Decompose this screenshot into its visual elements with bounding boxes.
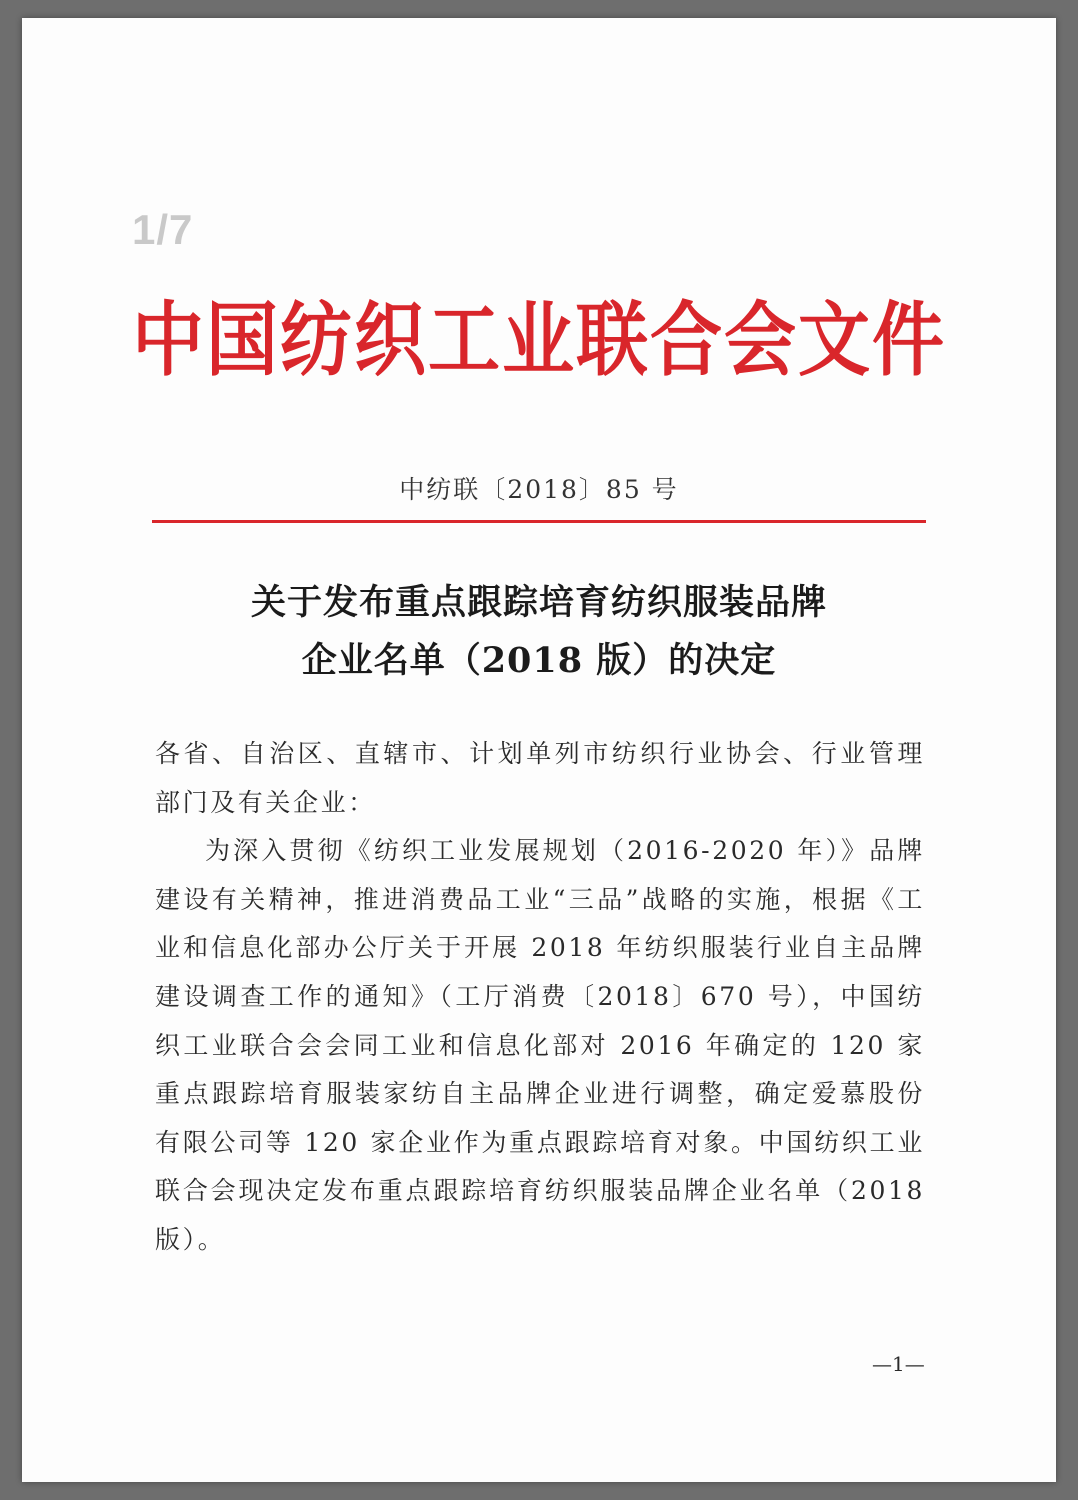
page-indicator: 1/7 bbox=[132, 206, 194, 253]
body-paragraph: 为深入贯彻《纺织工业发展规划（2016-2020 年）》品牌建设有关精神，推进消费品工业“三品”战略的实施，根据《工业和信息化部办公厅关于开展 2018 年纺织服装行业自主品牌建设调查工作的通知》（工厅消费〔2018〕670 号），中国纺织工业联合会会同工业和信息化部对 2016 年确定的 120 家重点跟踪培育服装家纺自主品牌企业进行调整，确定爱慕股份有限公司等 120 家企业作为重点跟踪培育对象。中国纺织工业联合会现决定发布重点跟踪培育纺织服装品牌企业名单（2018 版）。 bbox=[155, 836, 925, 1254]
document-title-line-2: 企业名单（2018 版）的决定 bbox=[301, 640, 777, 681]
document-page[interactable] bbox=[22, 18, 1056, 1482]
salutation: 各省、自治区、直辖市、计划单列市纺织行业协会、行业管理部门及有关企业： bbox=[155, 739, 925, 817]
document-masthead: 中国纺织工业联合会文件 bbox=[131, 291, 946, 388]
page-number-footer: —1— bbox=[872, 1352, 925, 1376]
document-title-line-1: 关于发布重点跟踪培育纺织服装品牌 bbox=[250, 582, 827, 623]
masthead-divider bbox=[152, 520, 926, 523]
document-title bbox=[22, 574, 1056, 690]
document-body bbox=[155, 730, 925, 1265]
document-number: 中纺联〔2018〕85 号 bbox=[399, 475, 679, 504]
